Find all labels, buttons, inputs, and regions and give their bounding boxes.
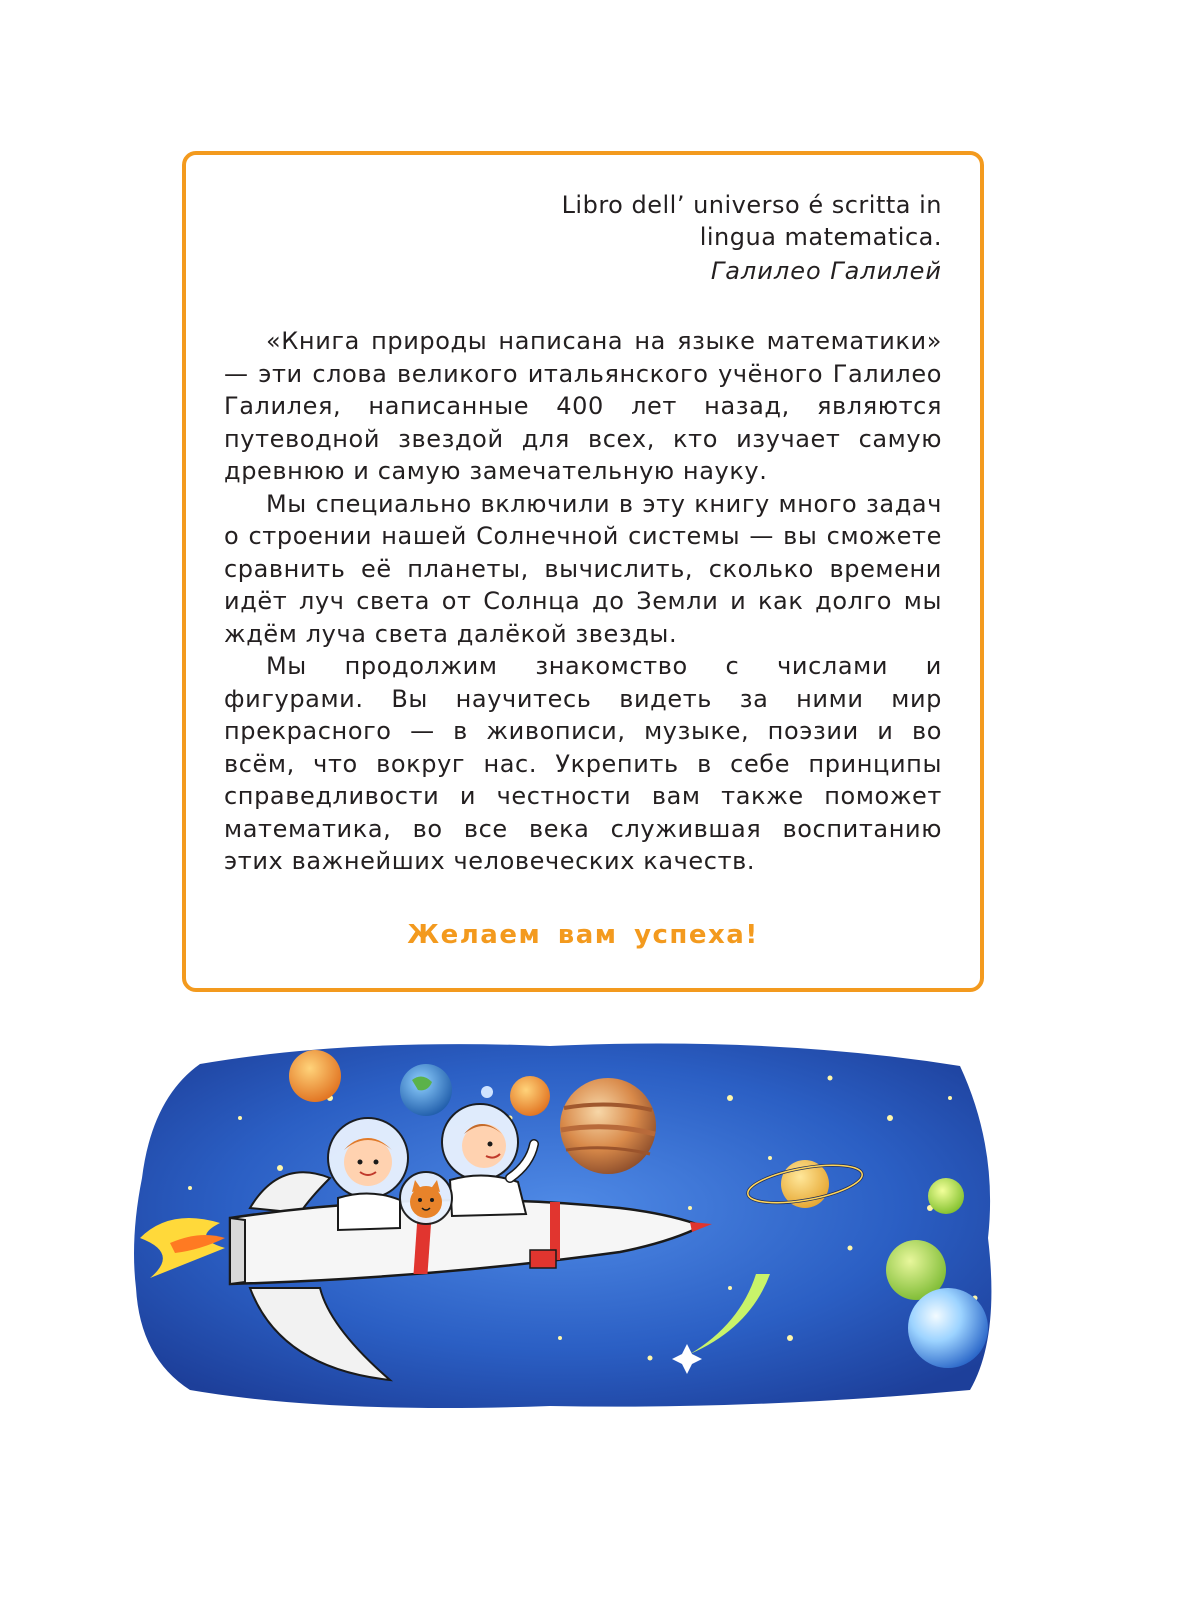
epigraph-quote-line2: lingua matematica. [699, 223, 942, 251]
closing-wish: Желаем вам успеха! [407, 920, 759, 950]
paragraph-2: Мы специально включили в эту книгу много задач о строении нашей Солнечной системы — вы сможете сравнить её планеты, вычислить, сколько времени идёт луч света от Солнца до Земли и как долго мы ждём луча света далёкой звезды. [224, 489, 942, 648]
bubble-planet [928, 1178, 964, 1214]
astronaut-icon [328, 1118, 408, 1230]
paragraph-1: «Книга природы написана на языке математики» — эти слова великого итальянского учёного Галилео Галилея, написанные 400 лет назад, являются путеводной звездой для всех, кто изучает самую древнюю и самую замечательную науку. [224, 327, 942, 485]
text-frame [182, 151, 984, 992]
paragraph-3: Мы продолжим знакомство с числами и фигурами. Вы научитесь видеть за ними мир прекрасного — в живописи, музыке, поэзии и во всём, что вокруг нас. Укрепить в себе принципы справедливости и честности вам также поможет математика, во все века служившая воспитанию этих важнейших человеческих качеств. [224, 652, 942, 875]
moon-icon [289, 1050, 341, 1102]
space-illustration [130, 1038, 1010, 1420]
cat-icon [400, 1172, 452, 1224]
earth-icon [400, 1064, 452, 1116]
epigraph-quote-line1: Libro dell’ universo é scritta in [561, 191, 942, 219]
orange-planet [510, 1076, 550, 1116]
bubble-planet [908, 1288, 988, 1368]
epigraph-author: Галилео Галилей [710, 257, 942, 285]
epigraph [482, 189, 942, 287]
body-text [224, 325, 942, 878]
epigraph-quote [482, 189, 942, 253]
